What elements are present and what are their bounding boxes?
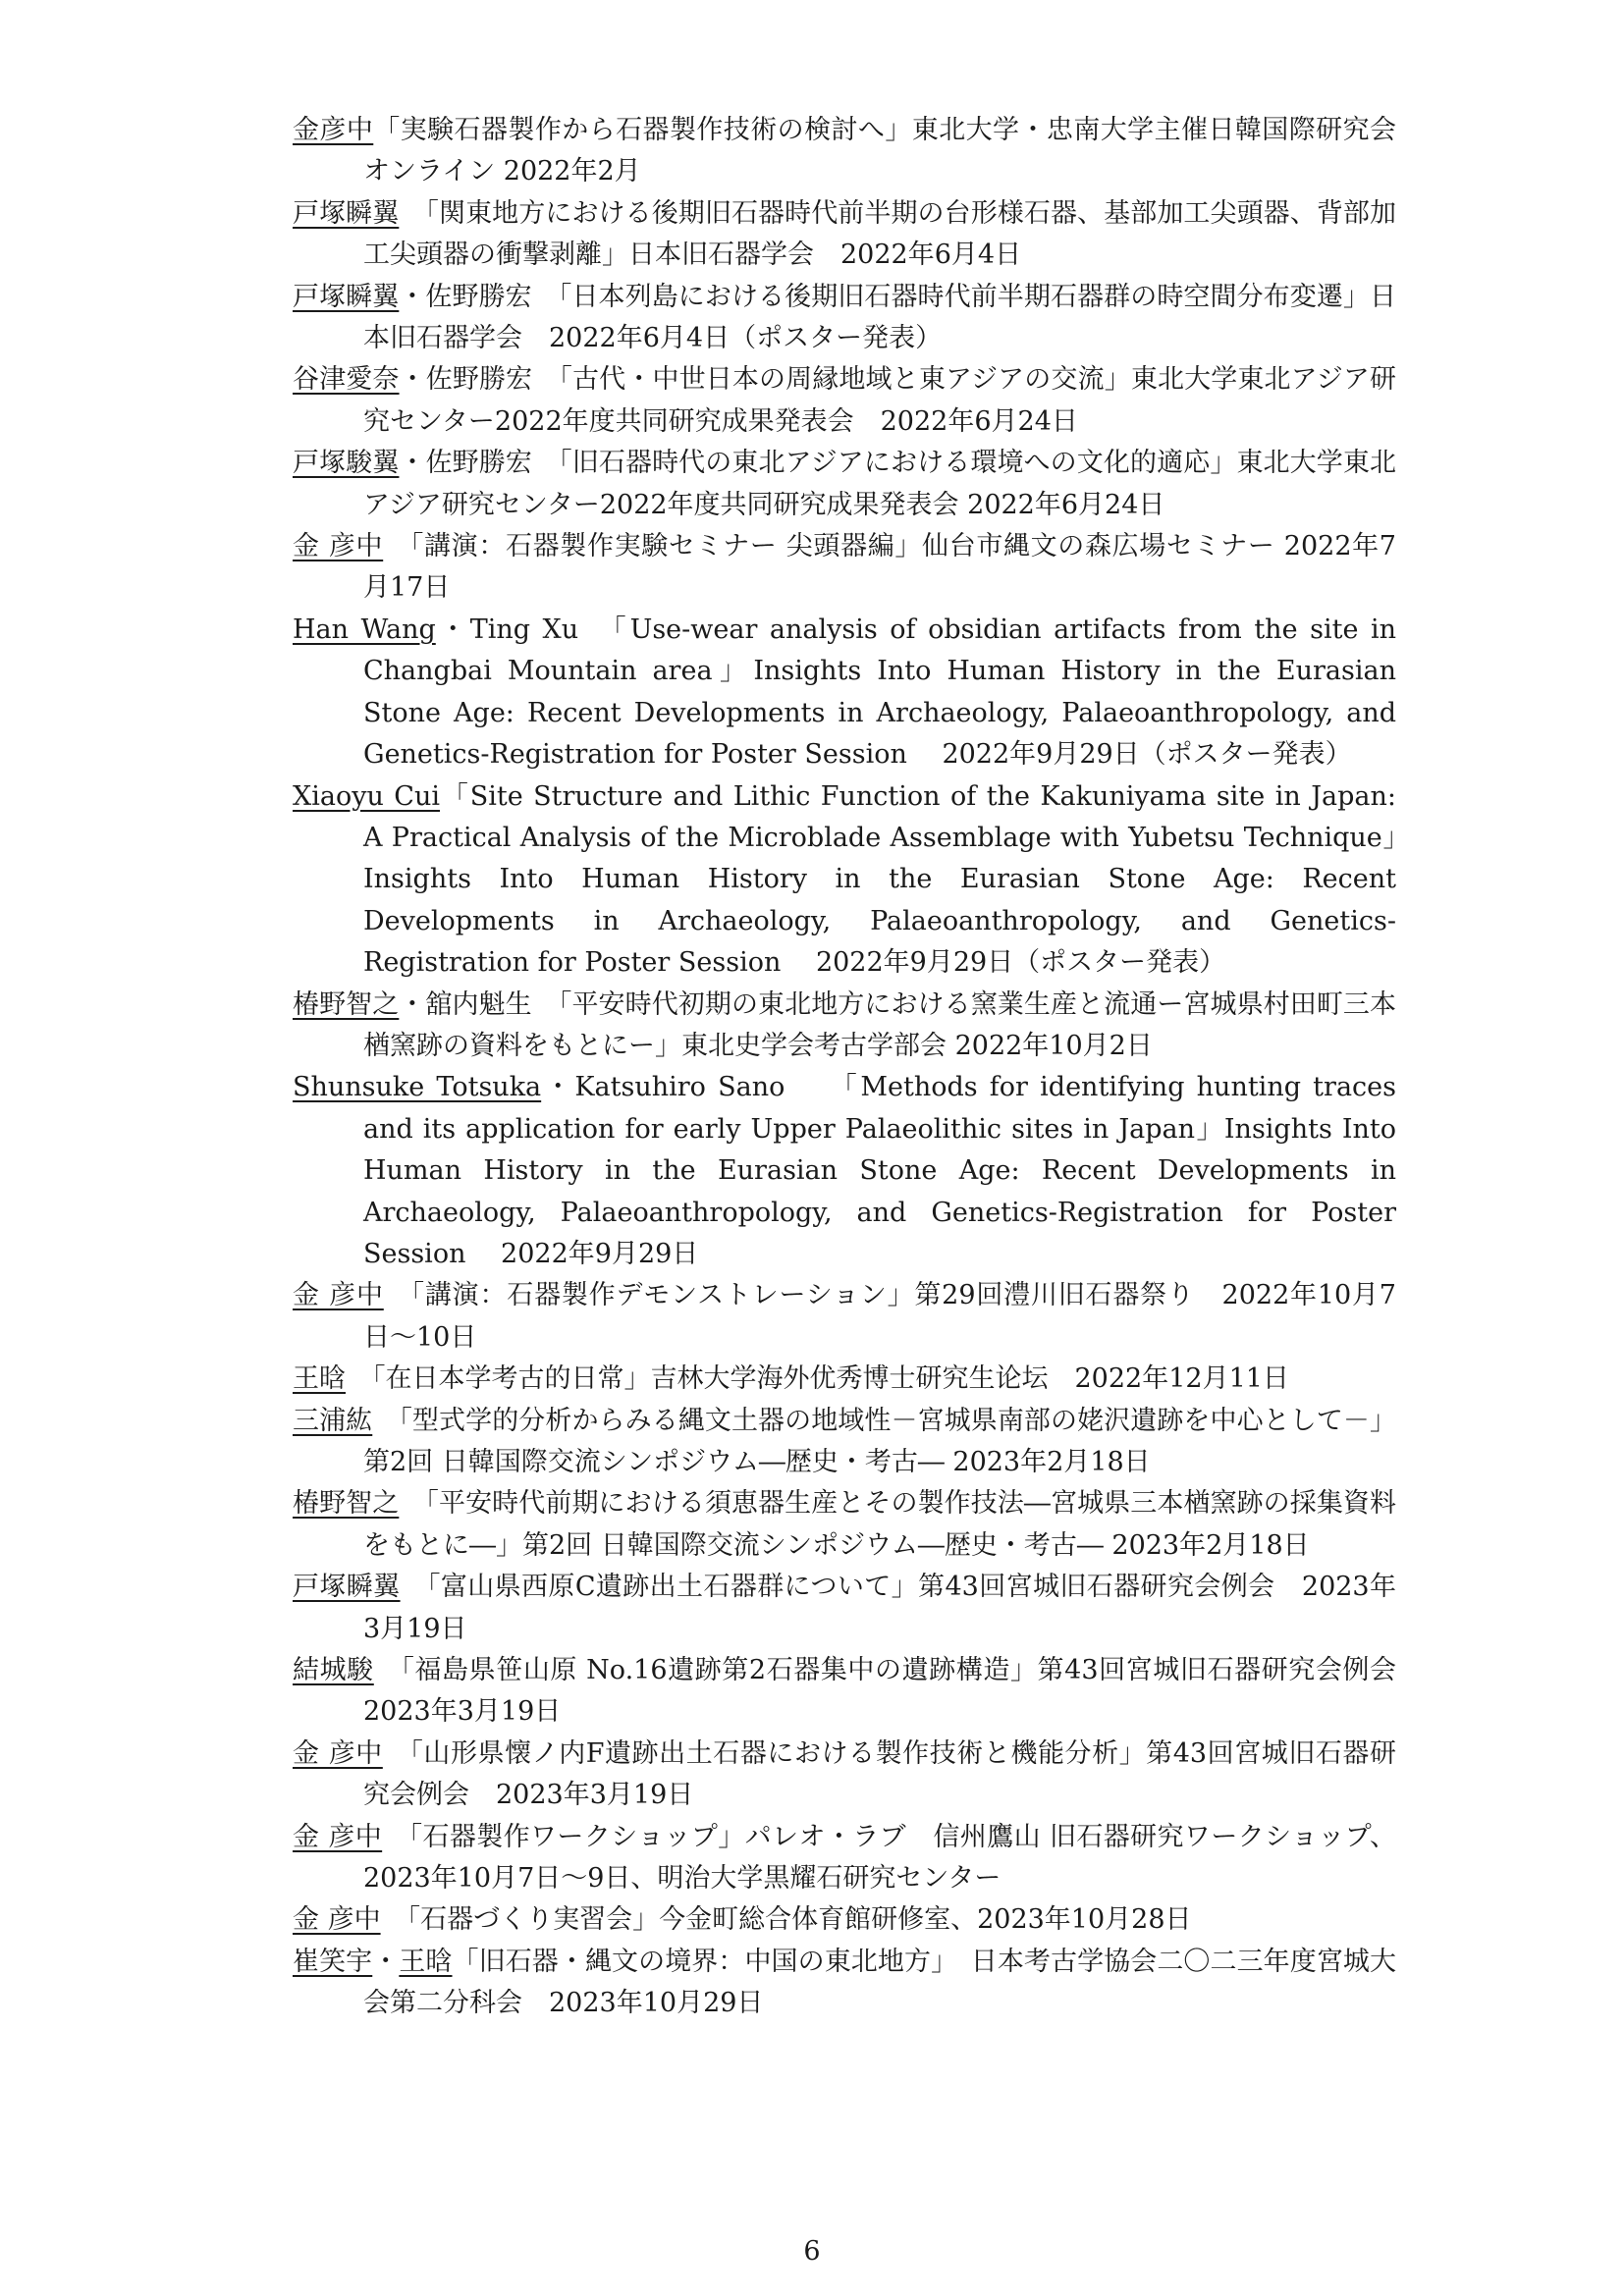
citation-entry [293, 277, 1396, 360]
citation-text: ・Katsuhiro Sano 「Methods for identifying hunting traces and its application for early Upper Palaeolithic sites in Japan」Insights Into Human History in the Eurasian Stone Age: Recent Developments in Archaeology, Palaeoanthropology, and Genetics-Registration for Poster Session 2022年9月29日 [363, 1072, 1396, 1269]
citation-entry [293, 193, 1396, 277]
citation-entry [293, 1359, 1396, 1400]
author-name: 崔笑宇 [293, 1946, 373, 1977]
citation-entry [293, 985, 1396, 1068]
citation-text: 「旧石器・縄文の境界：中国の東北地方」 日本考古学協会二〇二三年度宮城大会第二分科会 2023年10月29日 [363, 1946, 1397, 2019]
citation-text: 「平安時代前期における須恵器生産とその製作技法―宮城県三本楢窯跡の採集資料をもとに―」第2回 日韓国際交流シンポジウム―歴史・考古― 2023年2月18日 [363, 1488, 1397, 1561]
citation-entry [293, 110, 1396, 193]
author-name: 金 彦中 [293, 1280, 384, 1311]
citation-text: 「実験石器製作から石器製作技術の検討へ」東北大学・忠南大学主催日韓国際研究会 オンライン 2022年2月 [363, 115, 1397, 187]
author-name: 戸塚駿翼 [293, 448, 400, 479]
author-name: Han Wang [293, 614, 436, 645]
author-name: 金 彦中 [293, 531, 384, 562]
citation-text: 「型式学的分析からみる縄文土器の地域性－宮城県南部の姥沢遺跡を中心として－」第2回 日韓国際交流シンポジウム―歴史・考古― 2023年2月18日 [363, 1405, 1397, 1477]
citation-text: ・佐野勝宏 「古代・中世日本の周縁地域と東アジアの交流」東北大学東北アジア研究センター2022年度共同研究成果発表会 2022年6月24日 [363, 364, 1397, 437]
citation-text: 「在日本学考古的日常」吉林大学海外优秀博士研究生论坛 2022年12月11日 [346, 1363, 1289, 1395]
citation-entry [293, 1401, 1396, 1484]
citation-entry [293, 1483, 1396, 1567]
citation-text: 「講演：石器製作実験セミナー 尖頭器編」仙台市縄文の森広場セミナー 2022年7月17日 [363, 531, 1396, 604]
author-name: 椿野智之 [293, 988, 400, 1020]
citation-entry [293, 776, 1396, 985]
citation-entry [293, 1567, 1396, 1650]
author-name: Xiaoyu Cui [293, 780, 440, 812]
citation-entry [293, 1734, 1396, 1817]
citation-entry [293, 1650, 1424, 1734]
citation-entry [293, 1275, 1396, 1359]
author-name: 金 彦中 [293, 1737, 383, 1769]
citation-text: 「講演：石器製作デモンストレーション」第29回澧川旧石器祭り 2022年10月7日〜10日 [363, 1280, 1396, 1353]
citation-text: 「Site Structure and Lithic Function of the Kakuniyama site in Japan: A Practical Analysis of the Microblade Assemblage with Yubetsu Technique」Insights Into Human History in the Eurasian Stone Age: Recent Developments in Archaeology, Palaeoanthropology, and Genetics-Registration for Poster Session 2022年9月29日（ポスター発表） [363, 780, 1396, 979]
citation-entry [293, 1067, 1396, 1275]
citation-entry [293, 1942, 1396, 2025]
author-name: 王晗 [399, 1946, 453, 1977]
author-name: 戸塚瞬翼 [293, 197, 400, 229]
citation-entry [293, 610, 1396, 776]
citation-text: ・佐野勝宏 「日本列島における後期旧石器時代前半期石器群の時空間分布変遷」日本旧石器学会 2022年6月4日（ポスター発表） [363, 281, 1397, 354]
citation-text: ・舘内魁生 「平安時代初期の東北地方における窯業生産と流通ー宮城県村田町三本楢窯跡の資料をもとにー」東北史学会考古学部会 2022年10月2日 [363, 988, 1397, 1061]
author-name: 王晗 [293, 1363, 346, 1395]
author-separator: ・ [372, 1946, 400, 1977]
page-number: 6 [803, 2236, 821, 2267]
citation-entry [293, 1817, 1396, 1900]
citation-text: 「山形県懐ノ内F遺跡出土石器における製作技術と機能分析」第43回宮城旧石器研究会例会 2023年3月19日 [363, 1737, 1396, 1811]
citation-text: 「富山県西原C遺跡出土石器群について」第43回宮城旧石器研究会例会 2023年3月19日 [363, 1572, 1397, 1644]
citation-text: ・Ting Xu 「Use-wear analysis of obsidian artifacts from the site in Changbai Mountain area」Insights Into Human History in the Eurasian Stone Age: Recent Developments in Archaeology, Palaeoanthropology, and Genetics-Registration for Poster Session 2022年9月29日（ポスター発表） [363, 614, 1396, 771]
citation-entry [293, 443, 1396, 526]
citation-entry [293, 359, 1396, 443]
citation-text: ・佐野勝宏 「旧石器時代の東北アジアにおける環境への文化的適応」東北大学東北アジア研究センター2022年度共同研究成果発表会 2022年6月24日 [363, 448, 1397, 520]
citation-entry [293, 1899, 1396, 1941]
author-name: 結城駿 [293, 1655, 374, 1686]
citation-text: 「石器づくり実習会」今金町総合体育館研修室、2023年10月28日 [380, 1904, 1192, 1936]
author-name: 戸塚瞬翼 [293, 281, 400, 312]
author-name: 金彦中 [293, 115, 374, 145]
citation-entry [293, 526, 1396, 610]
author-name: Shunsuke Totsuka [293, 1072, 542, 1103]
author-name: 金 彦中 [293, 1904, 381, 1936]
citation-text: 「福島県笹山原 No.16遺跡第2石器集中の遺跡構造」第43回宮城旧石器研究会例会 2023年3月19日 [363, 1655, 1424, 1728]
author-name: 三浦紘 [293, 1405, 373, 1436]
document-body [293, 110, 1424, 2025]
author-name: 戸塚瞬翼 [293, 1572, 401, 1603]
author-name: 椿野智之 [293, 1488, 400, 1520]
citation-text: 「石器製作ワークショップ」パレオ・ラブ 信州鷹山 旧石器研究ワークショップ、2023年10月7日〜9日、明治大学黒耀石研究センター [363, 1821, 1396, 1895]
author-name: 金 彦中 [293, 1821, 383, 1852]
author-name: 谷津愛奈 [293, 364, 400, 396]
citation-text: 「関東地方における後期旧石器時代前半期の台形様石器、基部加工尖頭器、背部加工尖頭器の衝撃剥離」日本旧石器学会 2022年6月4日 [363, 197, 1397, 271]
